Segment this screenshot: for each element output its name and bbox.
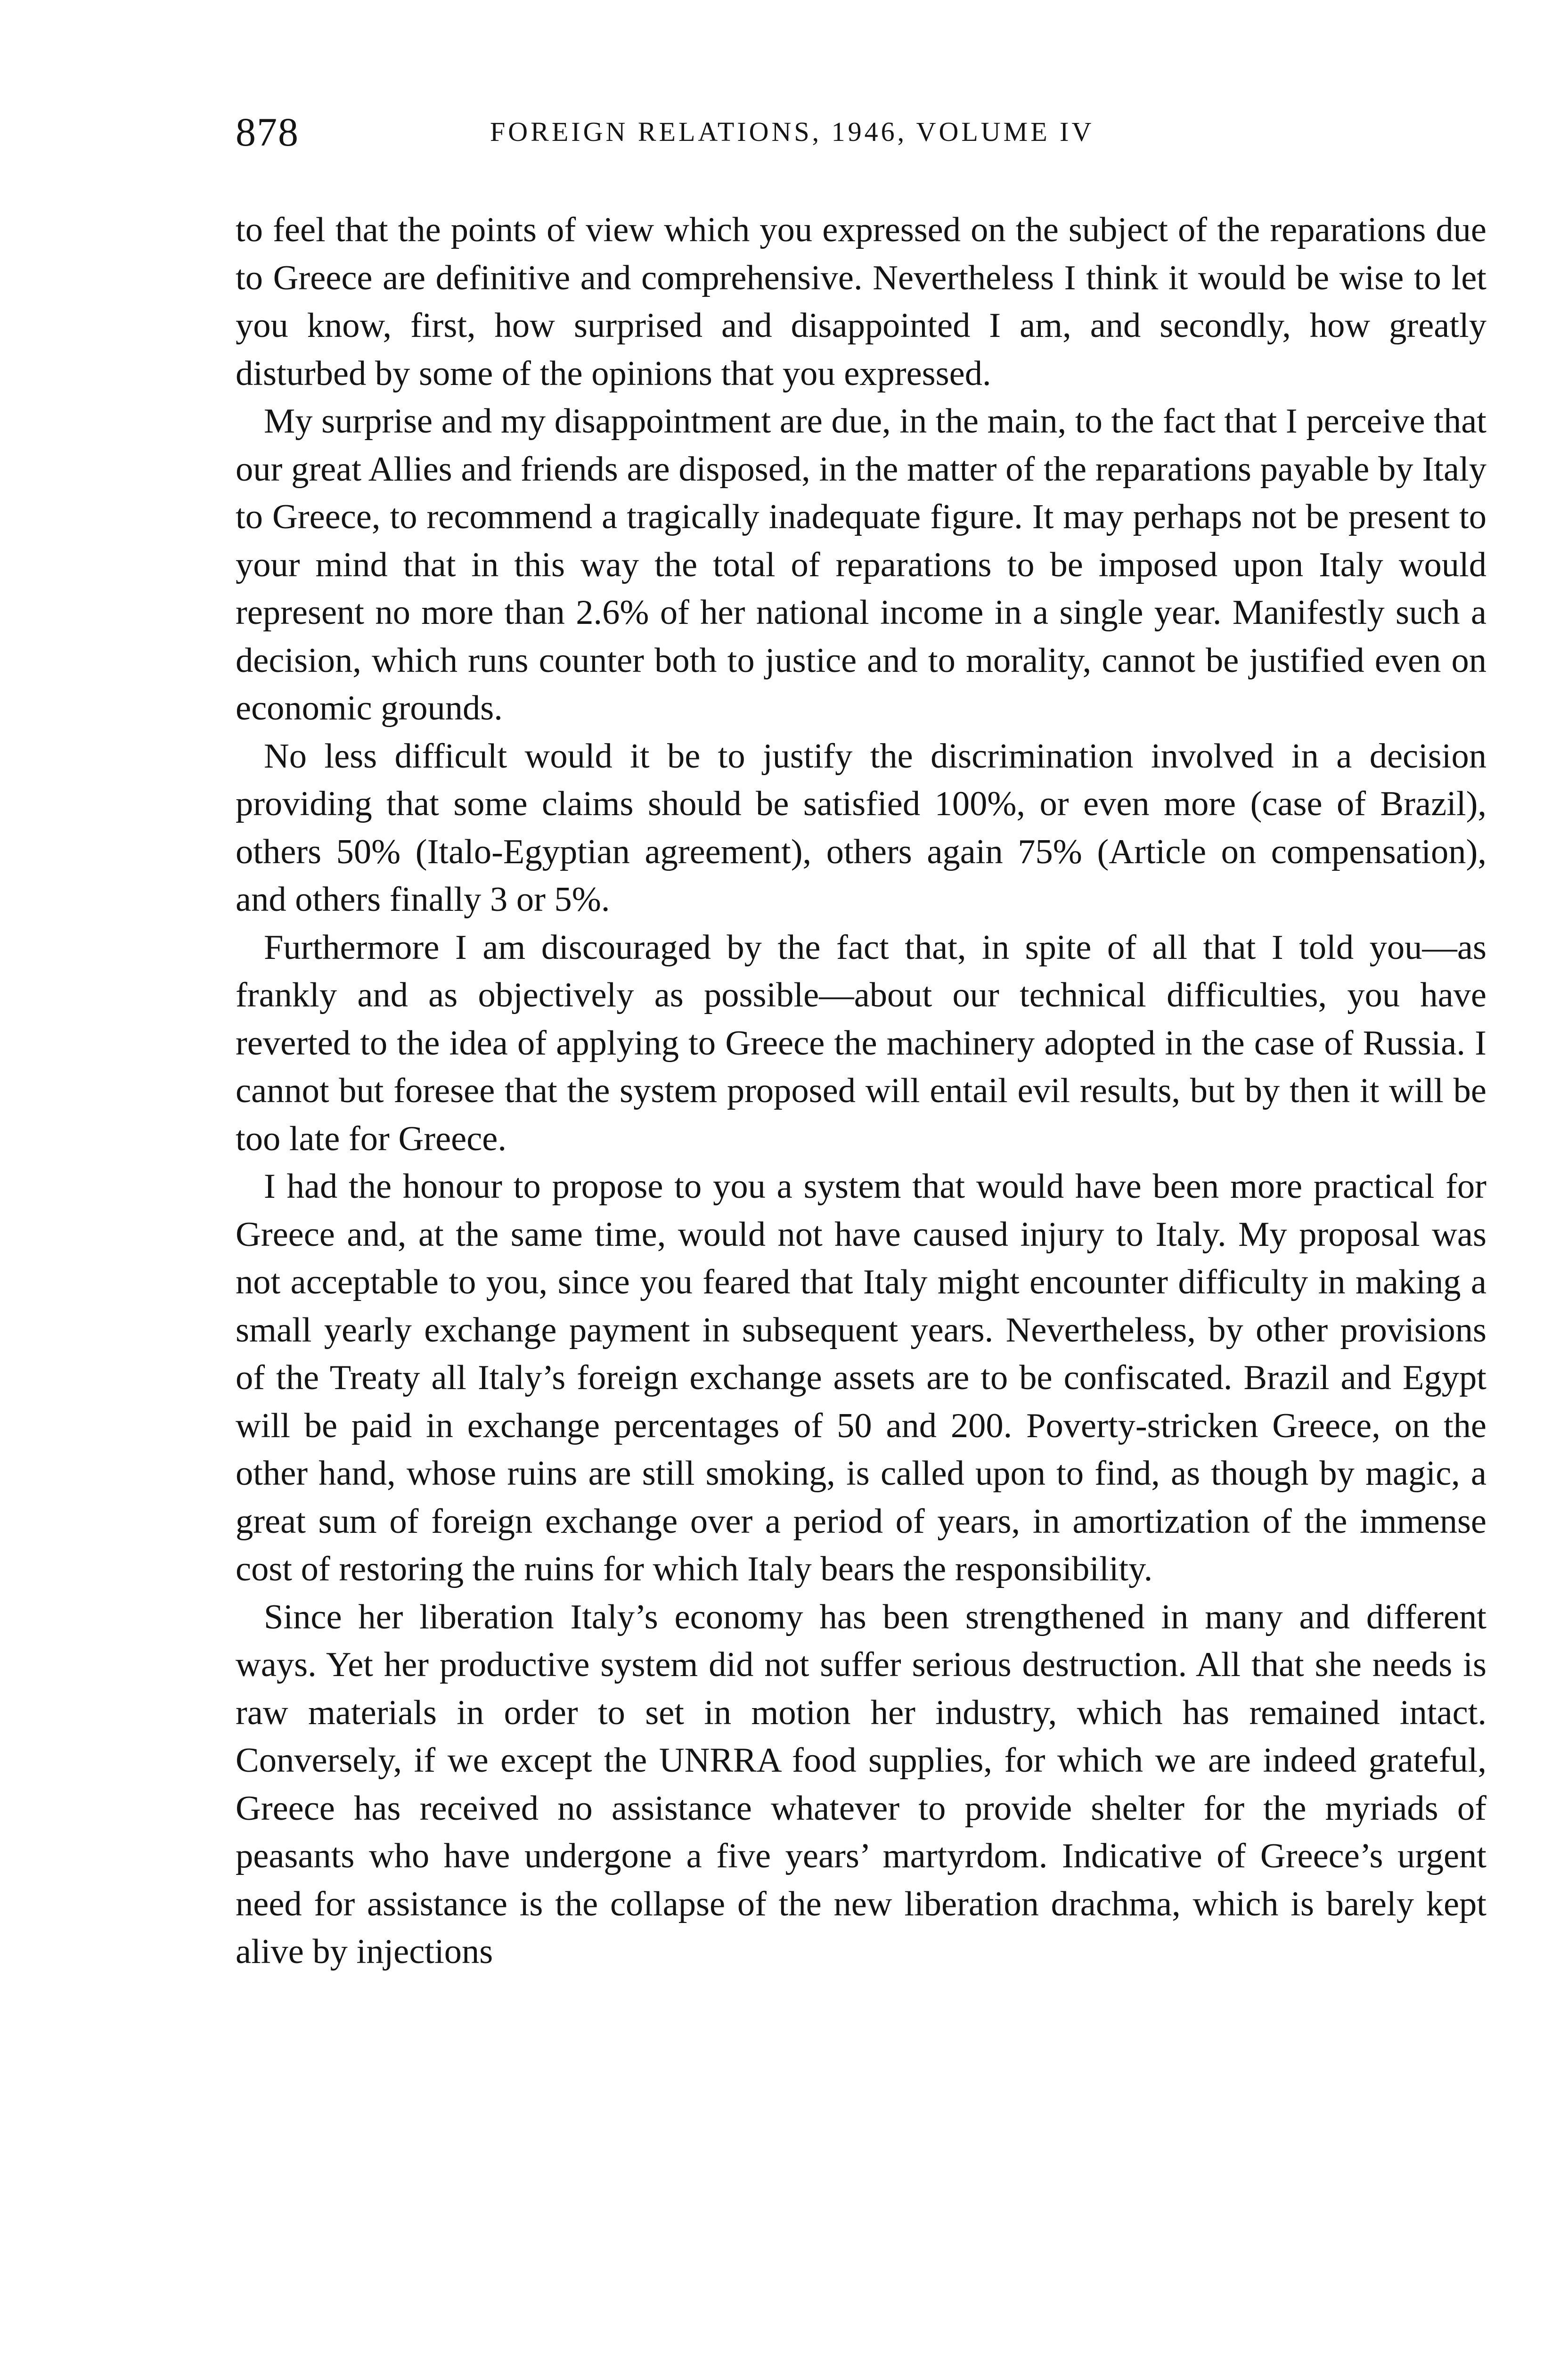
- running-head: [236, 99, 1486, 155]
- running-head-title: FOREIGN RELATIONS, 1946, VOLUME IV: [490, 116, 1094, 147]
- paragraph: My surprise and my disappointment are due, in the main, to the fact that I perceive that our great Allies and friends are disposed, in the matter of the reparations payable by Italy to Greece, to recommend a tragically inadequate figure. It may perhaps not be present to your mind that in this way the total of reparations to be imposed upon Italy would represent no more than 2.6% of her national income in a single year. Manifestly such a decision, which runs counter both to justice and to morality, cannot be justified even on economic grounds.: [236, 402, 1486, 728]
- body-text: [236, 206, 1486, 1976]
- page-number: 878: [236, 109, 299, 155]
- paragraph: I had the honour to propose to you a system that would have been more practical for Greece and, at the same time, would not have caused injury to Italy. My proposal was not acceptable to you, since you feared that Italy might encounter difficulty in making a small yearly exchange payment in subsequent years. Nevertheless, by other provisions of the Treaty all Italy’s foreign exchange assets are to be confiscated. Brazil and Egypt will be paid in exchange percentages of 50 and 200. Poverty-stricken Greece, on the other hand, whose ruins are still smoking, is called upon to find, as though by magic, a great sum of foreign exchange over a period of years, in amortization of the immense cost of restoring the ruins for which Italy bears the responsibility.: [236, 1167, 1486, 1588]
- document-page: [236, 99, 1486, 1976]
- paragraph: No less difficult would it be to justify the discrimination involved in a decision providing that some claims should be satisfied 100%, or even more (case of Brazil), others 50% (Italo-Egyptian agreement), others again 75% (Article on compensation), and others finally 3 or 5%.: [236, 736, 1486, 919]
- paragraph-continued: to feel that the points of view which you expressed on the subject of the reparations due to Greece are definitive and comprehensive. Nevertheless I think it would be wise to let you know, first, how surprised and disappointed I am, and secondly, how greatly disturbed by some of the opinions that you expressed.: [236, 211, 1486, 393]
- paragraph: Since her liberation Italy’s economy has been strengthened in many and different ways. Yet her productive system did not suffer serious destruction. All that she needs is raw materials in order to set in motion her industry, which has remained intact. Conversely, if we except the UNRRA food supplies, for which we are indeed grateful, Greece has received no assistance whatever to provide shelter for the myriads of peasants who have undergone a five years’ martyrdom. Indicative of Greece’s urgent need for assistance is the collapse of the new liberation drachma, which is barely kept alive by injections: [236, 1597, 1486, 1971]
- paragraph: Furthermore I am discouraged by the fact that, in spite of all that I told you—as frankly and as objectively as possible—about our technical difficulties, you have reverted to the idea of applying to Greece the machinery adopted in the case of Russia. I cannot but foresee that the system proposed will entail evil results, but by then it will be too late for Greece.: [236, 928, 1486, 1158]
